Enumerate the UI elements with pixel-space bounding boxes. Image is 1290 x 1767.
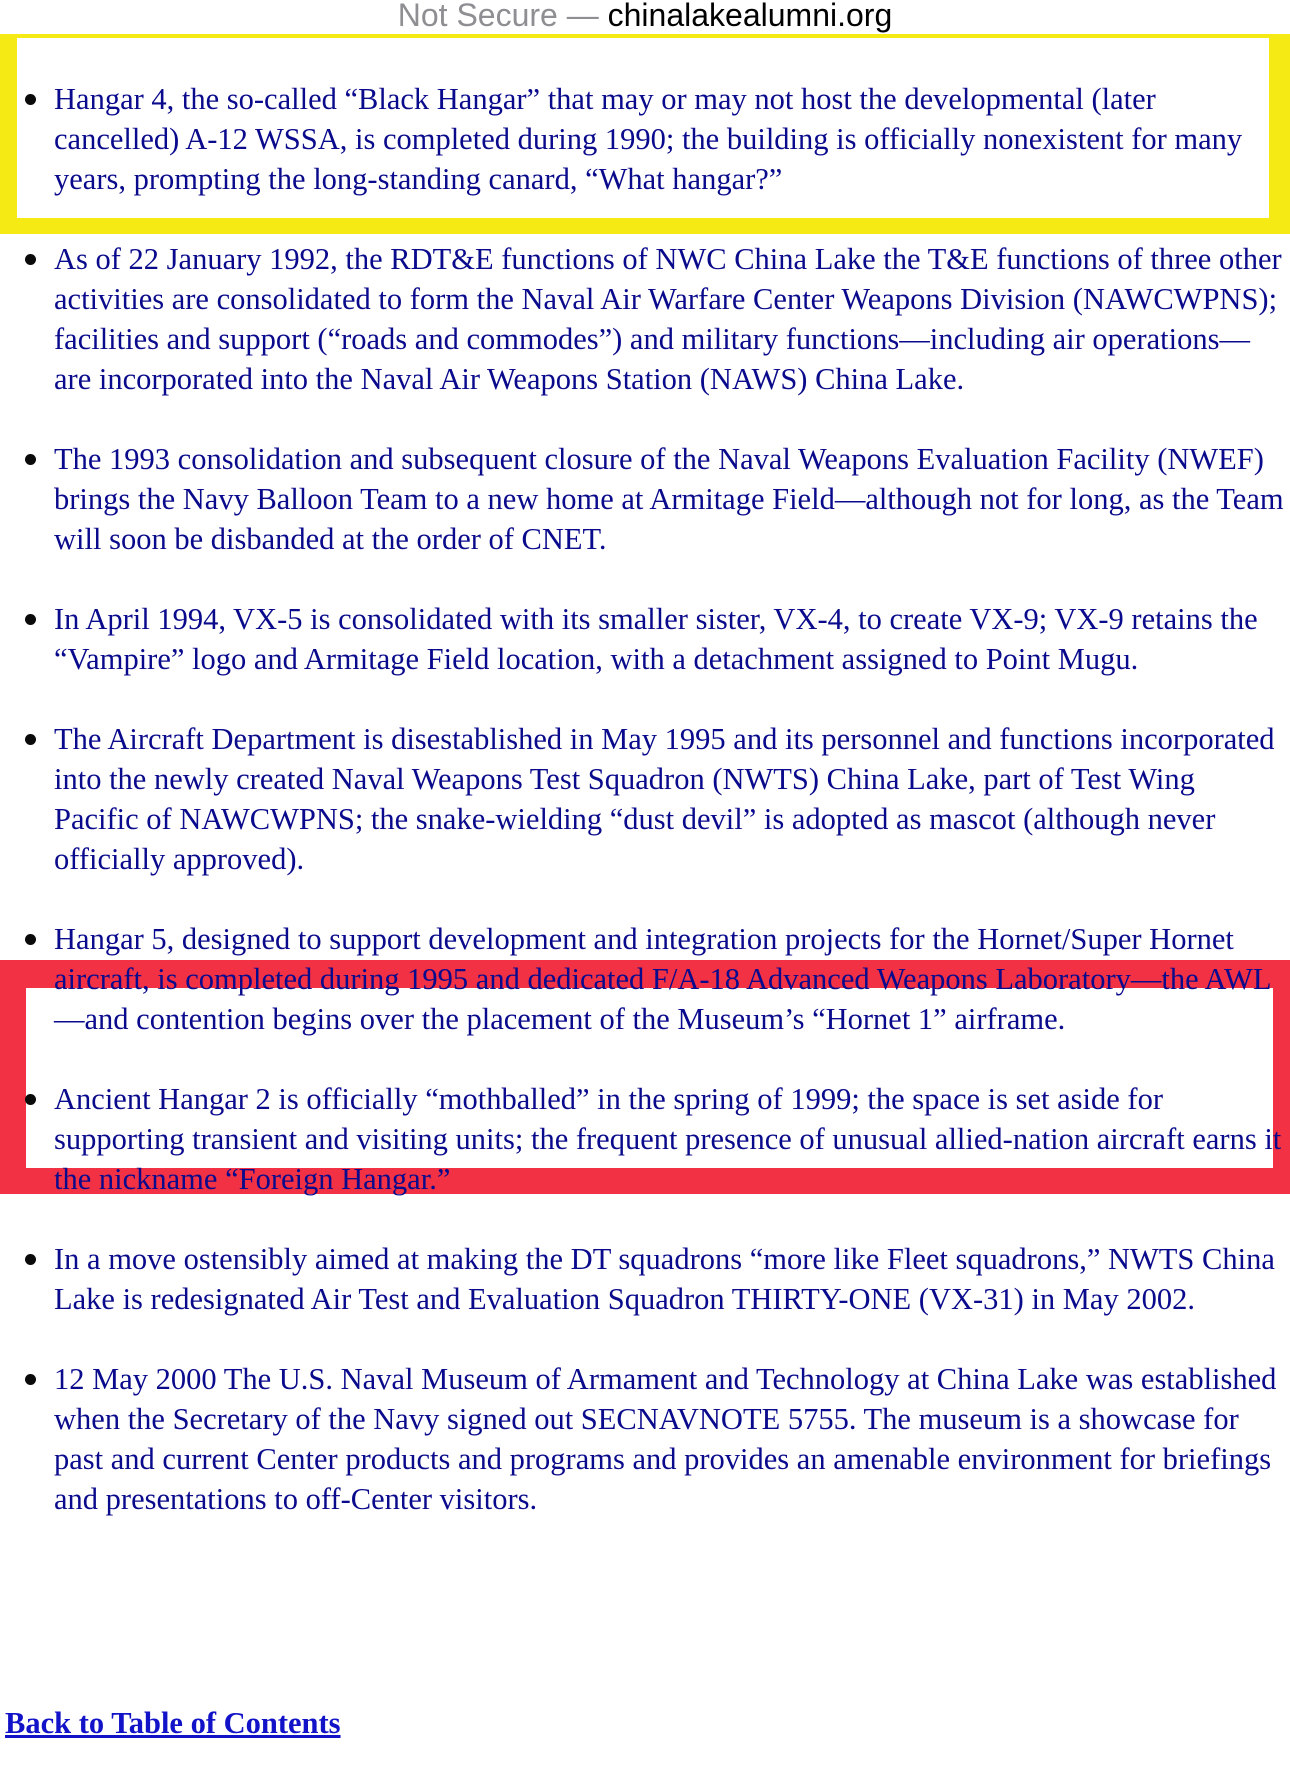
- list-item-hangar-2: Ancient Hangar 2 is officially “mothballed” in the spring of 1999; the space is set aside for supporting transient and visiting units; the frequent presence of unusual allied-nation aircraft earns it the nickname “Foreign Hangar.”: [0, 1079, 1290, 1199]
- list-item-nwef-1993: The 1993 consolidation and subsequent closure of the Naval Weapons Evaluation Facility (NWEF) brings the Navy Balloon Team to a new home at Armitage Field—although not for long, as the Team will soon be disbanded at the order of CNET.: [0, 439, 1290, 559]
- list-item-nawcwpns-1992: As of 22 January 1992, the RDT&E functions of NWC China Lake the T&E functions of three other activities are consolidated to form the Naval Air Warfare Center Weapons Division (NAWCWPNS); facilities and support (“roads and commodes”) and military functions—including air operations—are incorporated into the Naval Air Weapons Station (NAWS) China Lake.: [0, 239, 1290, 399]
- list-item-hangar-4: Hangar 4, the so-called “Black Hangar” that may or may not host the developmental (later cancelled) A-12 WSSA, is completed during 1990; the building is officially nonexistent for many years, prompting the long-standing canard, “What hangar?”: [0, 79, 1290, 199]
- list-item-hangar-5: Hangar 5, designed to support development and integration projects for the Hornet/Super Hornet aircraft, is completed during 1995 and dedicated F/A-18 Advanced Weapons Laboratory—the AWL—and contention begins over the placement of the Museum’s “Hornet 1” airframe.: [0, 919, 1290, 1039]
- list-item-vx31-2002: In a move ostensibly aimed at making the DT squadrons “more like Fleet squadrons,” NWTS China Lake is redesignated Air Test and Evaluation Squadron THIRTY-ONE (VX-31) in May 2002.: [0, 1239, 1290, 1319]
- list-item-nwts-1995: The Aircraft Department is disestablished in May 1995 and its personnel and functions incorporated into the newly created Naval Weapons Test Squadron (NWTS) China Lake, part of Test Wing Pacific of NAWCWPNS; the snake-wielding “dust devil” is adopted as mascot (although never officially approved).: [0, 719, 1290, 879]
- list-item-vx9-1994: In April 1994, VX-5 is consolidated with its smaller sister, VX-4, to create VX-9; VX-9 retains the “Vampire” logo and Armitage Field location, with a detachment assigned to Point Mugu.: [0, 599, 1290, 679]
- browser-address-bar[interactable]: [0, 0, 1290, 34]
- page-content: [0, 79, 1290, 1559]
- timeline-list: [0, 79, 1290, 1519]
- list-item-museum-2000: 12 May 2000 The U.S. Naval Museum of Armament and Technology at China Lake was established when the Secretary of the Navy signed out SECNAVNOTE 5755. The museum is a showcase for past and current Center products and programs and provides an amenable environment for briefings and presentations to off-Center visitors.: [0, 1359, 1290, 1519]
- back-to-toc-link[interactable]: Back to Table of Contents: [5, 1706, 341, 1740]
- site-domain: chinalakealumni.org: [607, 0, 893, 33]
- security-label: Not Secure —: [397, 0, 599, 33]
